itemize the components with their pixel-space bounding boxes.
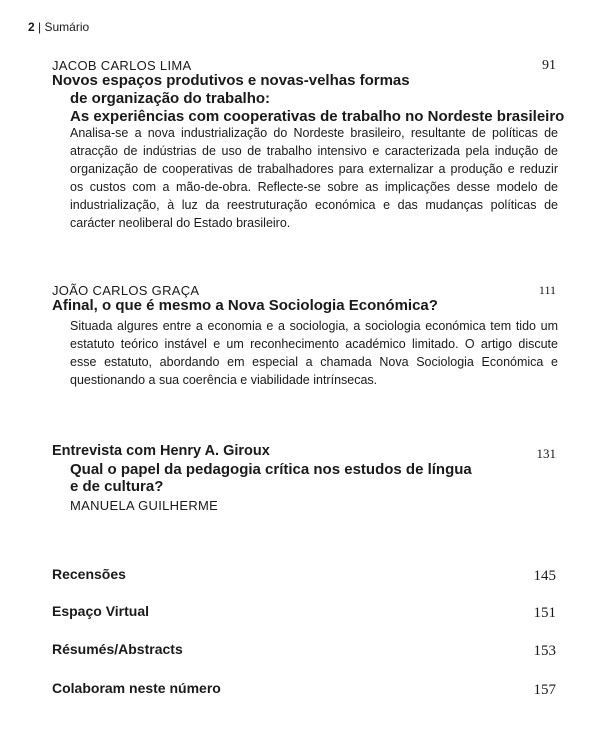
interview-title-line: Qual o papel da pedagogia crítica nos estudos de língua xyxy=(70,461,472,478)
section-page: 153 xyxy=(533,643,556,659)
section-label: Résumés/Abstracts xyxy=(52,641,183,657)
article-title-line: Afinal, o que é mesmo a Nova Sociologia Económica? xyxy=(52,297,438,314)
article-title-line: As experiências com cooperativas de trabalho no Nordeste brasileiro xyxy=(70,108,565,125)
article-author: JACOB CARLOS LIMA xyxy=(52,58,192,73)
article-author: JOÃO CARLOS GRAÇA xyxy=(52,283,200,298)
running-head xyxy=(28,20,89,34)
article-title-line: de organização do trabalho: xyxy=(70,90,271,107)
section-row xyxy=(52,566,556,582)
page-number: 2 xyxy=(28,20,35,34)
article-abstract: Situada algures entre a economia e a sociologia, a sociologia económica tem tido um estatuto teórico instável e um reconhecimento académico limitado. O artigo discute esse estatuto, abordando em especial a chamada Nova Sociologia Económica e questionando a sua coerência e viabilidade intrínsecas. xyxy=(70,319,558,387)
article-abstract: Analisa-se a nova industrialização do Nordeste brasileiro, resultante de políticas de atracção de indústrias de uso de trabalho intensivo e caracterizada pela indução de organização de cooperativas de trabalhadores para externalizar a produção e reduzir os custos com a mão-de-obra. Reflecte-se sobre as implicações desse modelo de industrialização, à luz da reestruturação económica e das mudanças políticas de carácter neoliberal do Estado brasileiro. xyxy=(70,126,558,230)
section-page: 157 xyxy=(533,682,556,698)
interviewer: MANUELA GUILHERME xyxy=(70,498,219,513)
interview-title-line: e de cultura? xyxy=(70,478,164,495)
section-row xyxy=(52,603,556,619)
section-label: Colaboram neste número xyxy=(52,680,221,696)
separator: | xyxy=(38,20,42,34)
section-label: Espaço Virtual xyxy=(52,603,150,619)
section-page: 151 xyxy=(533,605,556,621)
section-label: Recensões xyxy=(52,566,126,582)
interview-page: 131 xyxy=(536,446,556,461)
section-row xyxy=(52,641,556,657)
article-title-line: Novos espaços produtivos e novas-velhas formas xyxy=(52,72,410,89)
interview-heading: Entrevista com Henry A. Giroux xyxy=(52,443,270,459)
section-label: Sumário xyxy=(44,20,90,34)
article-page: 91 xyxy=(542,58,556,73)
section-page: 145 xyxy=(533,568,556,584)
section-row xyxy=(52,680,556,696)
article-page: 111 xyxy=(538,283,556,297)
